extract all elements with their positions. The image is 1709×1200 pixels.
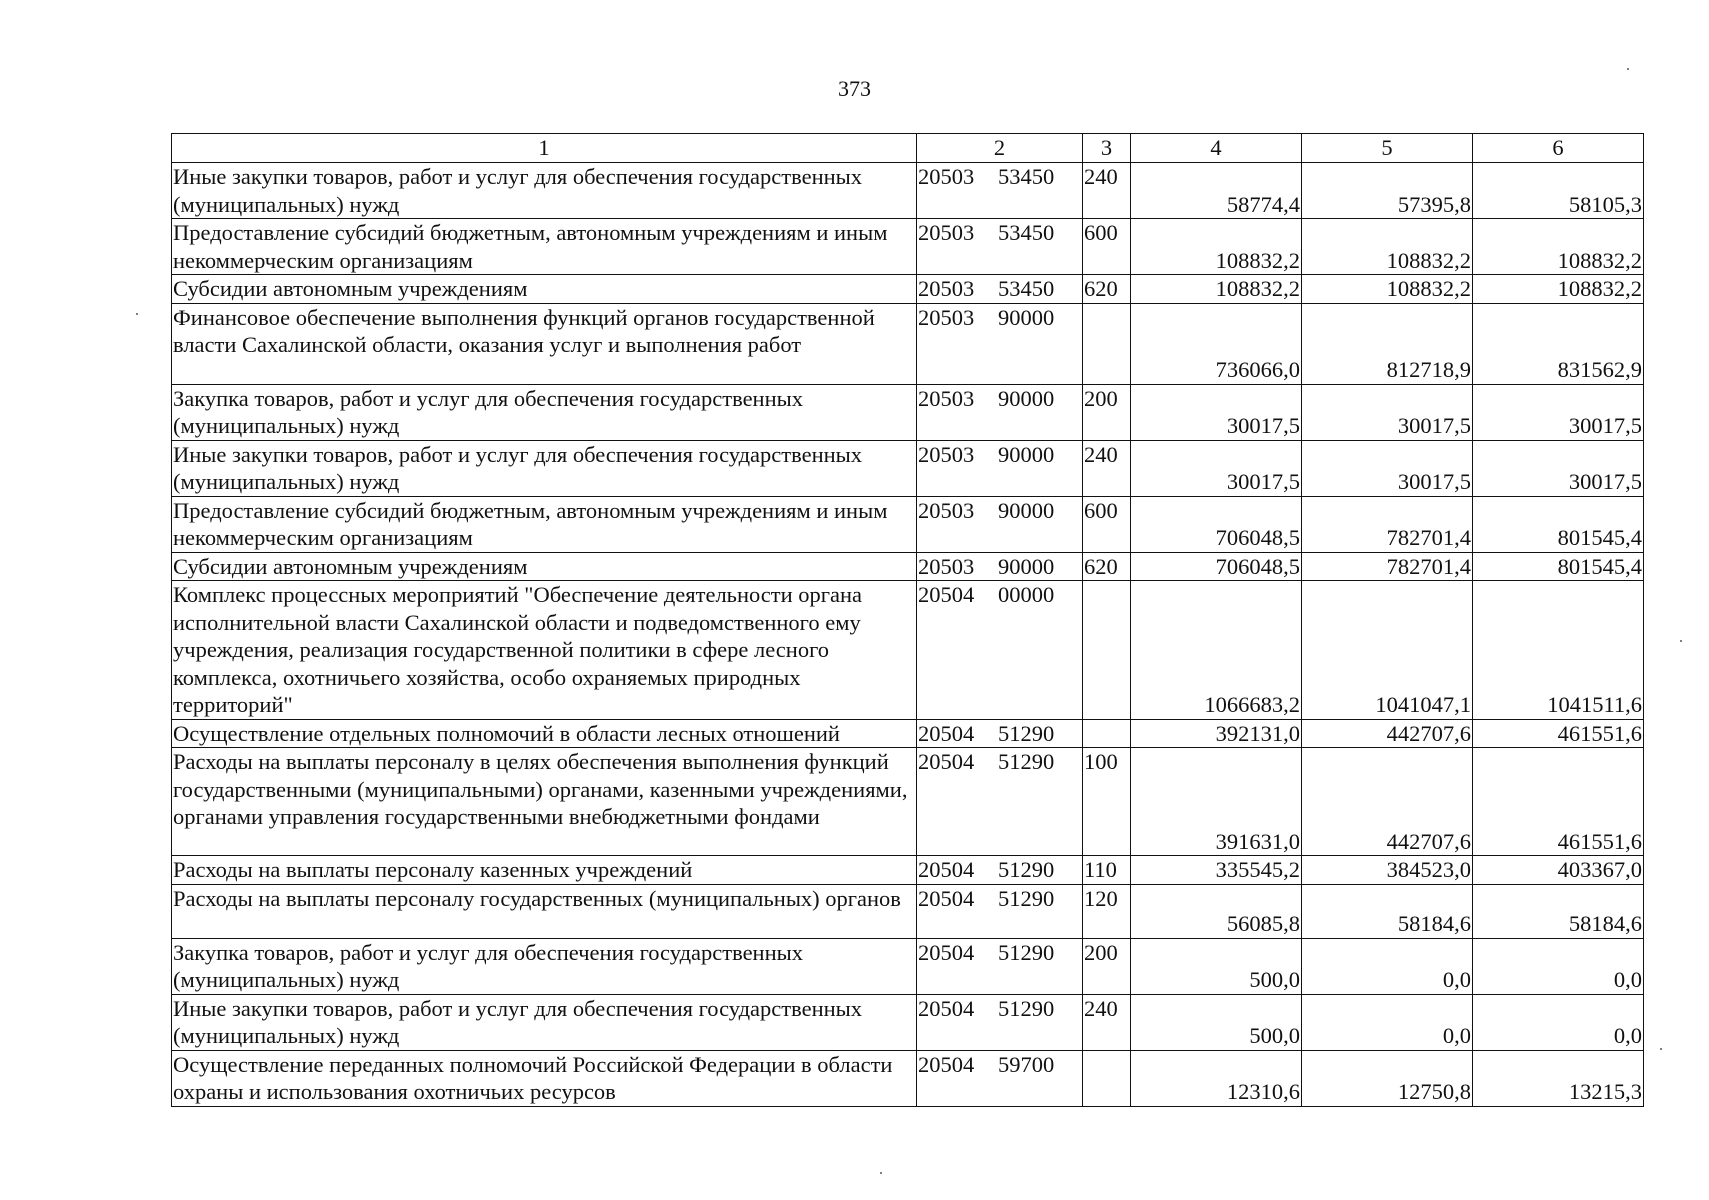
column-header-amount-2: 5 — [1302, 134, 1473, 163]
row-amount-1-cell: 56085,8 — [1131, 884, 1302, 938]
row-code-cell — [917, 303, 1083, 384]
direction-code: 90000 — [998, 385, 1055, 411]
row-name-cell: Расходы на выплаты персоналу казенных учреждений — [172, 856, 917, 885]
program-code: 20503 — [918, 441, 975, 467]
table-row — [172, 552, 1644, 581]
row-expense-type-cell — [1083, 719, 1131, 748]
row-name-cell: Расходы на выплаты персоналу государственных (муниципальных) органов — [172, 884, 917, 938]
row-amount-3-cell: 108832,2 — [1473, 219, 1644, 275]
column-header-amount-3: 6 — [1473, 134, 1644, 163]
table-row — [172, 275, 1644, 304]
row-amount-1-cell: 392131,0 — [1131, 719, 1302, 748]
row-amount-3-cell: 58184,6 — [1473, 884, 1644, 938]
row-name-cell: Субсидии автономным учреждениям — [172, 552, 917, 581]
row-amount-1-cell: 108832,2 — [1131, 275, 1302, 304]
row-expense-type-cell: 240 — [1083, 440, 1131, 496]
row-name-cell: Расходы на выплаты персоналу в целях обеспечения выполнения функций государственными (муниципальными) органами, казенными учреждениями, органами управления государственными внебюджетными фондами — [172, 748, 917, 856]
program-code: 20503 — [918, 164, 975, 189]
row-expense-type-cell — [1083, 1050, 1131, 1106]
row-amount-2-cell: 0,0 — [1302, 994, 1473, 1050]
program-code: 20504 — [918, 1051, 975, 1077]
row-name-cell: Иные закупки товаров, работ и услуг для обеспечения государственных (муниципальных) нужд — [172, 163, 917, 219]
direction-code: 90000 — [998, 497, 1055, 523]
row-code-cell — [917, 552, 1083, 581]
row-amount-1-cell: 30017,5 — [1131, 384, 1302, 440]
page-number: 373 — [838, 76, 871, 101]
scan-speck — [1660, 1048, 1662, 1050]
table-row — [172, 1050, 1644, 1106]
row-amount-2-cell: 782701,4 — [1302, 552, 1473, 581]
table-row — [172, 303, 1644, 384]
table-row — [172, 581, 1644, 720]
row-name-cell: Финансовое обеспечение выполнения функций органов государственной власти Сахалинской области, оказания услуг и выполнения работ — [172, 303, 917, 384]
column-header-expense-type: 3 — [1083, 134, 1131, 163]
row-amount-3-cell: 801545,4 — [1473, 496, 1644, 552]
row-amount-2-cell: 384523,0 — [1302, 856, 1473, 885]
table-row — [172, 496, 1644, 552]
row-amount-2-cell: 12750,8 — [1302, 1050, 1473, 1106]
scan-speck — [1680, 640, 1682, 642]
direction-code: 51290 — [998, 857, 1055, 882]
row-amount-3-cell: 30017,5 — [1473, 440, 1644, 496]
row-amount-3-cell: 1041511,6 — [1473, 581, 1644, 720]
row-code-cell — [917, 496, 1083, 552]
table-row — [172, 384, 1644, 440]
row-amount-3-cell: 461551,6 — [1473, 748, 1644, 856]
row-amount-3-cell: 801545,4 — [1473, 552, 1644, 581]
direction-code: 51290 — [998, 939, 1055, 965]
table-row — [172, 219, 1644, 275]
row-expense-type-cell: 200 — [1083, 384, 1131, 440]
program-code: 20503 — [918, 220, 975, 245]
program-code: 20504 — [918, 939, 975, 965]
row-amount-3-cell: 58105,3 — [1473, 163, 1644, 219]
row-amount-1-cell: 30017,5 — [1131, 440, 1302, 496]
row-amount-1-cell: 12310,6 — [1131, 1050, 1302, 1106]
program-code: 20504 — [918, 749, 975, 774]
row-amount-1-cell: 706048,5 — [1131, 496, 1302, 552]
direction-code: 59700 — [998, 1051, 1055, 1077]
budget-table — [171, 133, 1644, 1107]
table-row — [172, 440, 1644, 496]
row-expense-type-cell: 240 — [1083, 163, 1131, 219]
table-row — [172, 994, 1644, 1050]
table-row — [172, 163, 1644, 219]
row-code-cell — [917, 219, 1083, 275]
row-amount-2-cell: 108832,2 — [1302, 275, 1473, 304]
program-code: 20503 — [918, 385, 975, 411]
program-code: 20504 — [918, 885, 975, 911]
row-name-cell: Комплекс процессных мероприятий "Обеспечение деятельности органа исполнительной власти Сахалинской области и подведомственного ему учреждения, реализация государственной политики в сфере лесного комплекса, охотничьего хозяйства, особо охраняемых природных территорий" — [172, 581, 917, 720]
row-expense-type-cell: 200 — [1083, 938, 1131, 994]
row-amount-1-cell: 1066683,2 — [1131, 581, 1302, 720]
scan-speck — [136, 313, 138, 315]
row-amount-2-cell: 442707,6 — [1302, 748, 1473, 856]
row-code-cell — [917, 938, 1083, 994]
row-code-cell — [917, 163, 1083, 219]
row-amount-3-cell: 0,0 — [1473, 994, 1644, 1050]
program-code: 20504 — [918, 995, 975, 1021]
program-code: 20503 — [918, 276, 975, 301]
direction-code: 53450 — [998, 220, 1055, 245]
row-amount-3-cell: 0,0 — [1473, 938, 1644, 994]
row-name-cell: Иные закупки товаров, работ и услуг для обеспечения государственных (муниципальных) нужд — [172, 994, 917, 1050]
scan-speck — [1627, 68, 1629, 70]
row-code-cell — [917, 384, 1083, 440]
row-amount-2-cell: 57395,8 — [1302, 163, 1473, 219]
table-row — [172, 719, 1644, 748]
row-amount-3-cell: 30017,5 — [1473, 384, 1644, 440]
row-amount-1-cell: 335545,2 — [1131, 856, 1302, 885]
row-expense-type-cell — [1083, 581, 1131, 720]
header-row — [172, 134, 1644, 163]
row-amount-2-cell: 782701,4 — [1302, 496, 1473, 552]
row-code-cell — [917, 1050, 1083, 1106]
row-name-cell: Предоставление субсидий бюджетным, автономным учреждениям и иным некоммерческим организациям — [172, 219, 917, 275]
row-amount-2-cell: 30017,5 — [1302, 440, 1473, 496]
column-header-name: 1 — [172, 134, 917, 163]
direction-code: 51290 — [998, 749, 1055, 774]
row-code-cell — [917, 719, 1083, 748]
row-code-cell — [917, 581, 1083, 720]
row-name-cell: Субсидии автономным учреждениям — [172, 275, 917, 304]
direction-code: 51290 — [998, 995, 1055, 1021]
row-amount-2-cell: 108832,2 — [1302, 219, 1473, 275]
row-expense-type-cell: 240 — [1083, 994, 1131, 1050]
row-expense-type-cell: 120 — [1083, 884, 1131, 938]
row-amount-3-cell: 108832,2 — [1473, 275, 1644, 304]
row-code-cell — [917, 884, 1083, 938]
row-expense-type-cell: 620 — [1083, 275, 1131, 304]
row-code-cell — [917, 440, 1083, 496]
row-amount-2-cell: 58184,6 — [1302, 884, 1473, 938]
row-amount-2-cell: 812718,9 — [1302, 303, 1473, 384]
row-amount-3-cell: 831562,9 — [1473, 303, 1644, 384]
row-amount-3-cell: 13215,3 — [1473, 1050, 1644, 1106]
row-amount-1-cell: 500,0 — [1131, 994, 1302, 1050]
direction-code: 00000 — [998, 582, 1055, 607]
row-code-cell — [917, 748, 1083, 856]
row-amount-1-cell: 58774,4 — [1131, 163, 1302, 219]
row-code-cell — [917, 994, 1083, 1050]
direction-code: 90000 — [998, 553, 1055, 579]
table-row — [172, 938, 1644, 994]
row-name-cell: Закупка товаров, работ и услуг для обеспечения государственных (муниципальных) нужд — [172, 938, 917, 994]
direction-code: 51290 — [998, 885, 1055, 911]
row-amount-2-cell: 0,0 — [1302, 938, 1473, 994]
row-expense-type-cell: 620 — [1083, 552, 1131, 581]
program-code: 20504 — [918, 857, 975, 882]
row-amount-2-cell: 442707,6 — [1302, 719, 1473, 748]
row-name-cell: Осуществление отдельных полномочий в области лесных отношений — [172, 719, 917, 748]
table-row — [172, 884, 1644, 938]
program-code: 20503 — [918, 304, 975, 330]
row-expense-type-cell: 110 — [1083, 856, 1131, 885]
row-expense-type-cell — [1083, 303, 1131, 384]
table-row — [172, 748, 1644, 856]
column-header-code: 2 — [917, 134, 1083, 163]
program-code: 20503 — [918, 553, 975, 579]
row-amount-2-cell: 30017,5 — [1302, 384, 1473, 440]
row-amount-3-cell: 461551,6 — [1473, 719, 1644, 748]
row-amount-2-cell: 1041047,1 — [1302, 581, 1473, 720]
program-code: 20504 — [918, 582, 975, 607]
row-name-cell: Закупка товаров, работ и услуг для обеспечения государственных (муниципальных) нужд — [172, 384, 917, 440]
column-header-amount-1: 4 — [1131, 134, 1302, 163]
row-code-cell — [917, 275, 1083, 304]
row-expense-type-cell: 600 — [1083, 496, 1131, 552]
direction-code: 53450 — [998, 164, 1055, 189]
direction-code: 53450 — [998, 276, 1055, 301]
row-amount-1-cell: 391631,0 — [1131, 748, 1302, 856]
table-body — [172, 163, 1644, 1107]
row-expense-type-cell: 600 — [1083, 219, 1131, 275]
row-name-cell: Предоставление субсидий бюджетным, автономным учреждениям и иным некоммерческим организациям — [172, 496, 917, 552]
row-amount-3-cell: 403367,0 — [1473, 856, 1644, 885]
row-name-cell: Иные закупки товаров, работ и услуг для обеспечения государственных (муниципальных) нужд — [172, 440, 917, 496]
row-name-cell: Осуществление переданных полномочий Российской Федерации в области охраны и использования охотничьих ресурсов — [172, 1050, 917, 1106]
direction-code: 51290 — [998, 720, 1055, 746]
direction-code: 90000 — [998, 441, 1055, 467]
row-expense-type-cell: 100 — [1083, 748, 1131, 856]
direction-code: 90000 — [998, 304, 1055, 330]
row-amount-1-cell: 108832,2 — [1131, 219, 1302, 275]
program-code: 20503 — [918, 497, 975, 523]
program-code: 20504 — [918, 720, 975, 746]
row-amount-1-cell: 736066,0 — [1131, 303, 1302, 384]
row-code-cell — [917, 856, 1083, 885]
row-amount-1-cell: 706048,5 — [1131, 552, 1302, 581]
row-amount-1-cell: 500,0 — [1131, 938, 1302, 994]
scan-speck — [880, 1172, 882, 1174]
table-row — [172, 856, 1644, 885]
